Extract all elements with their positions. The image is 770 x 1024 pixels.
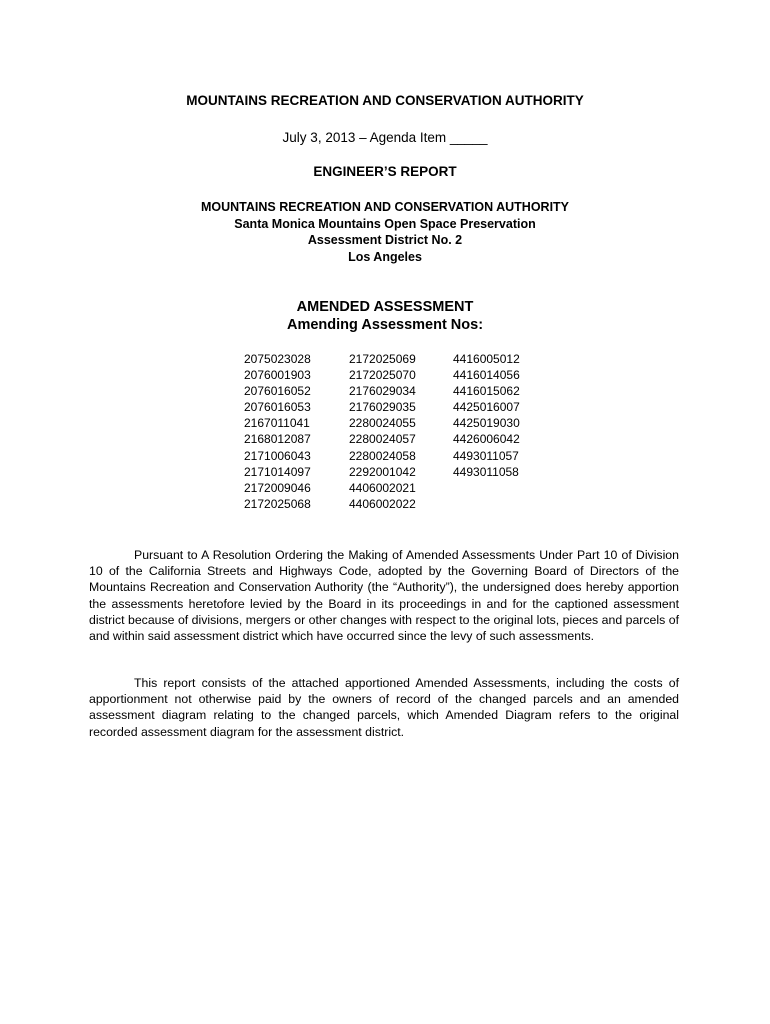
- assessment-number: 2280024055: [349, 416, 416, 431]
- resolution-paragraph: Pursuant to A Resolution Ordering the Making of Amended Assessments Under Part 10 of Division 10 of the California Streets and Highways Code, adopted by the Governing Board of Directors of the Mountains Recreation and Conservation Authority (the “Authority”), the undersigned does hereby apportion the assessments heretofore levied by the Board in its proceedings in and for the captioned assessment district because of divisions, mergers or other changes with respect to the original lots, pieces and parcels of and within said assessment district which have occurred since the levy of such assessments.: [89, 548, 679, 644]
- assessment-number: 2176029035: [349, 400, 416, 415]
- assessment-number: 2280024057: [349, 432, 416, 447]
- report-contents-paragraph: This report consists of the attached apportioned Amended Assessments, including the costs of apportionment not otherwise paid by the owners of record of the changed parcels and an amended assessment diagram relating to the changed parcels, which Amended Diagram refers to the original recorded assessment diagram for the assessment district.: [89, 676, 679, 739]
- assessment-number: 2172025069: [349, 352, 416, 366]
- assessment-number: 2171006043: [244, 448, 311, 463]
- assessment-number: 4425016007: [453, 400, 520, 415]
- district-heading-line: Santa Monica Mountains Open Space Preservation: [234, 216, 536, 231]
- assessment-number: 4416014056: [453, 368, 520, 383]
- assessment-number: 2176029034: [349, 384, 416, 399]
- assessment-number: 2172025068: [244, 496, 311, 511]
- assessment-number: 4493011058: [453, 464, 519, 479]
- assessment-number: 4416015062: [453, 384, 520, 399]
- assessment-number: 2280024058: [349, 448, 416, 463]
- district-heading-line: Assessment District No. 2: [307, 233, 463, 248]
- assessment-numbers-column-3: [453, 351, 520, 480]
- assessment-numbers-column-2: [349, 351, 416, 512]
- assessment-number: 2172025070: [349, 368, 416, 383]
- assessment-number: 2076016053: [244, 400, 311, 415]
- assessment-number: 2171014097: [244, 464, 311, 479]
- assessment-number: 4493011057: [453, 448, 519, 463]
- assessment-number: 2167011041: [244, 416, 310, 431]
- assessment-number: 2076016052: [244, 384, 311, 399]
- assessment-number: 2075023028: [244, 352, 311, 366]
- assessment-number: 4425019030: [453, 416, 520, 431]
- assessment-numbers-column-1: [244, 351, 311, 512]
- assessment-number: 4406002021: [349, 480, 416, 495]
- assessment-number: 2292001042: [349, 464, 416, 479]
- report-title: ENGINEER’S REPORT: [313, 164, 457, 179]
- date-agenda-line: July 3, 2013 – Agenda Item _____: [282, 130, 488, 145]
- organization-heading: MOUNTAINS RECREATION AND CONSERVATION AUTHORITY: [186, 93, 584, 108]
- assessment-number: 2076001903: [244, 368, 311, 383]
- assessment-number: 2168012087: [244, 432, 311, 447]
- district-heading-line: Los Angeles: [348, 250, 422, 265]
- district-heading-line: MOUNTAINS RECREATION AND CONSERVATION AUTHORITY: [200, 200, 570, 214]
- assessment-number: 2172009046: [244, 480, 311, 495]
- amending-numbers-subtitle: Amending Assessment Nos:: [286, 317, 484, 333]
- assessment-number: 4426006042: [453, 432, 520, 447]
- assessment-number: 4406002022: [349, 496, 416, 511]
- district-heading-block: [0, 199, 770, 266]
- amended-assessment-title: AMENDED ASSESSMENT: [296, 299, 474, 315]
- assessment-number: 4416005012: [453, 352, 520, 366]
